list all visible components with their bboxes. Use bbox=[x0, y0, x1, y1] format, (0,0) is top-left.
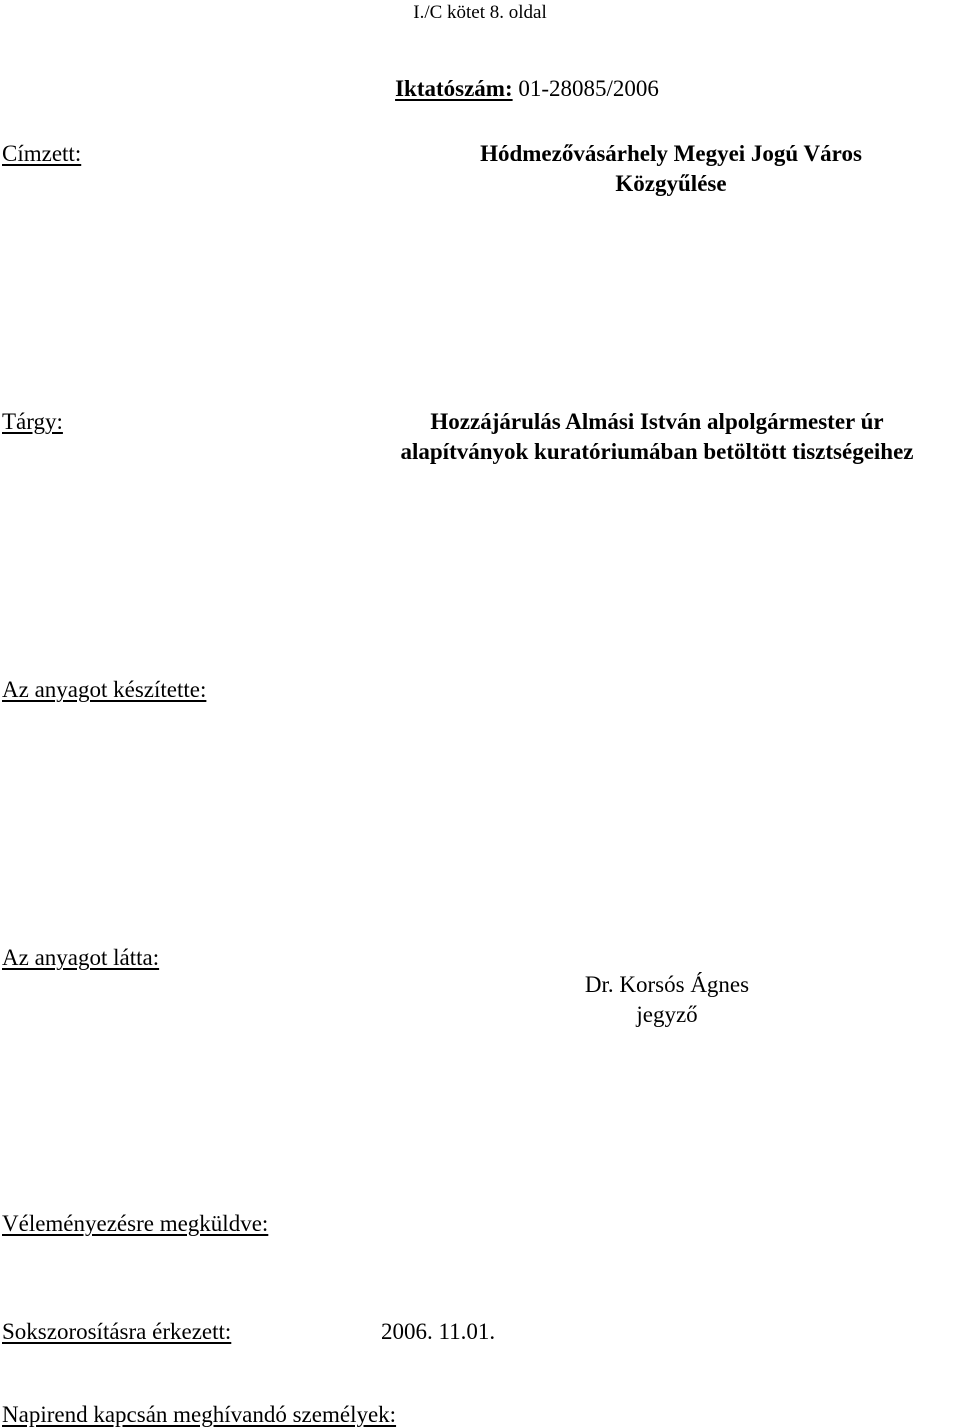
addressee-line-1: Hódmezővásárhely Megyei Jogú Város bbox=[480, 141, 862, 166]
registry-value: 01-28085/2006 bbox=[518, 76, 659, 101]
reviewer-name: Dr. Korsós Ágnes bbox=[584, 972, 750, 997]
sent-for-review-label: Véleményezésre megküldve: bbox=[2, 1211, 269, 1236]
registry-line bbox=[395, 77, 659, 100]
subject-label: Tárgy: bbox=[2, 409, 63, 434]
invitees-label: Napirend kapcsán meghívandó személyek: bbox=[2, 1402, 397, 1427]
reviewed-by-label: Az anyagot látta: bbox=[2, 945, 160, 970]
subject-line-2: alapítványok kuratóriumában betöltött tisztségeihez bbox=[400, 439, 914, 464]
addressee-label: Címzett: bbox=[2, 141, 82, 166]
reviewer-title: jegyző bbox=[636, 1002, 698, 1027]
addressee-line-2: Közgyűlése bbox=[615, 171, 727, 196]
prepared-by-label: Az anyagot készítette: bbox=[2, 677, 207, 702]
subject-line-1: Hozzájárulás Almási István alpolgármester úr bbox=[430, 409, 884, 434]
registry-label: Iktatószám: bbox=[395, 76, 513, 101]
received-for-copy-date: 2006. 11.01. bbox=[381, 1319, 496, 1344]
received-for-copy-label: Sokszorosításra érkezett: bbox=[2, 1319, 232, 1344]
page-header: I./C kötet 8. oldal bbox=[413, 2, 547, 23]
